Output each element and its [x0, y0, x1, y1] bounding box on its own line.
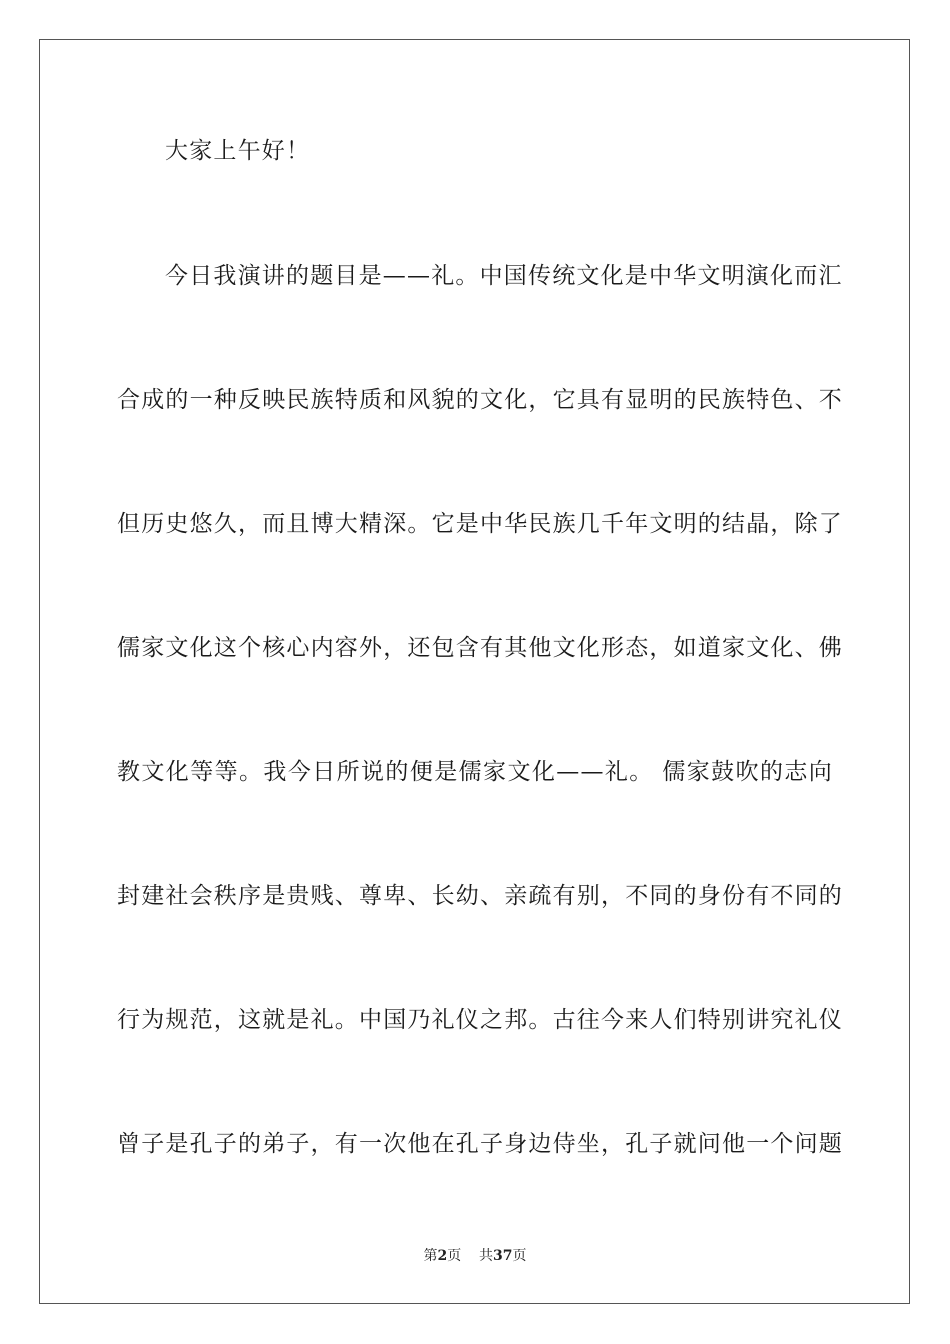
greeting-line: 大家上午好！ [165, 138, 311, 164]
page-border [39, 39, 910, 1304]
text-line-2: 合成的一种反映民族特质和风貌的文化，它具有显明的民族特色、不 [117, 387, 843, 413]
text-line-8: 曾子是孔子的弟子，有一次他在孔子身边侍坐，孔子就问他一个问题 [117, 1131, 843, 1157]
text-line-1: 今日我演讲的题目是——礼。中国传统文化是中华文明演化而汇 [165, 263, 843, 289]
text-line-3: 但历史悠久，而且博大精深。它是中华民族几千年文明的结晶，除了 [117, 511, 843, 537]
page-prefix: 第 [423, 1248, 438, 1264]
total-pages: 37 [493, 1248, 513, 1264]
page-number: 2 [437, 1248, 448, 1264]
total-suffix: 页 [512, 1248, 527, 1264]
text-line-4: 儒家文化这个核心内容外，还包含有其他文化形态，如道家文化、佛 [117, 635, 843, 661]
page-footer [0, 1247, 950, 1265]
total-prefix: 共 [479, 1248, 494, 1264]
page-suffix: 页 [447, 1248, 462, 1264]
text-line-5: 教文化等等。我今日所说的便是儒家文化——礼。 儒家鼓吹的志向 [117, 759, 833, 785]
text-line-7: 行为规范，这就是礼。中国乃礼仪之邦。古往今来人们特别讲究礼仪 [117, 1007, 843, 1033]
text-line-6: 封建社会秩序是贵贱、尊卑、长幼、亲疏有别，不同的身份有不同的 [117, 883, 843, 909]
